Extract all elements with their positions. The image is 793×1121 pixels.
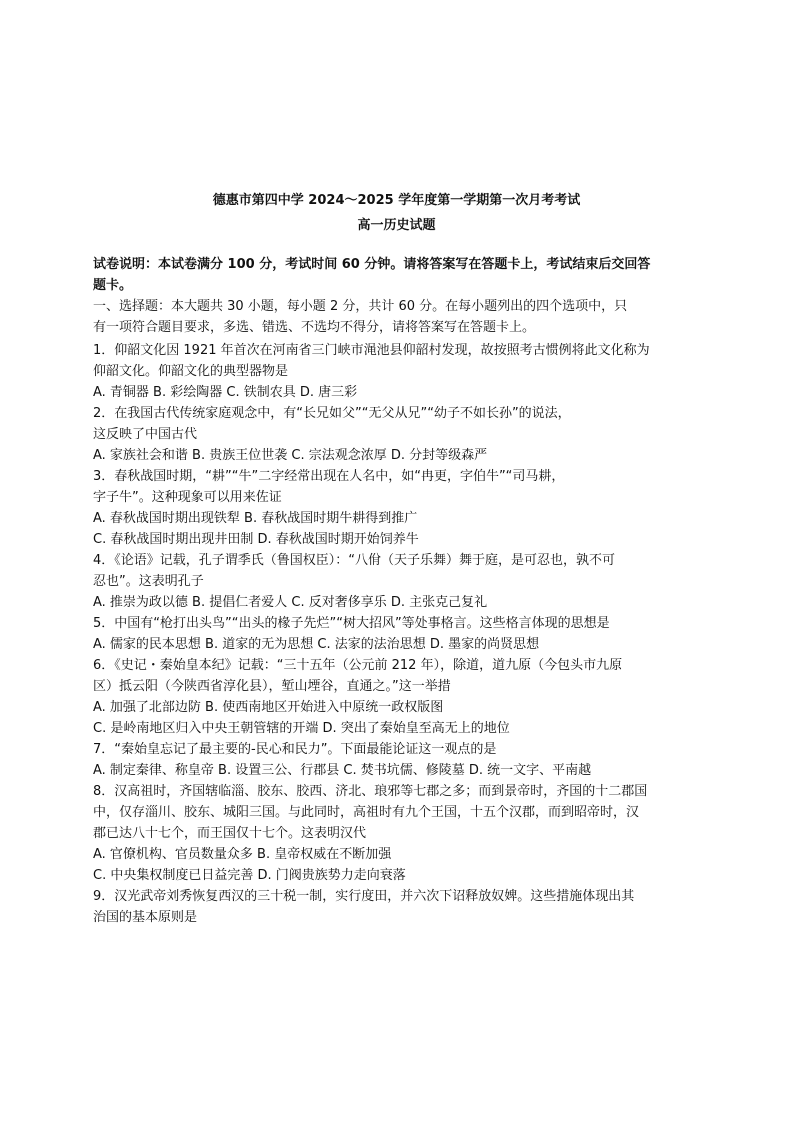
question-stem: 1．仰韶文化因 1921 年首次在河南省三门峡市渑池县仰韶村发现，故按照考古惯例将此文化称为 bbox=[93, 343, 650, 358]
question-stem: 7．“秦始皇忘记了最主要的-民心和民力”。下面最能论证这一观点的是 bbox=[93, 742, 497, 757]
section-line: 有一项符合题目要求，多选、错选、不选均不得分，请将答案写在答题卡上。 bbox=[93, 320, 536, 335]
question-stem: 8．汉高祖时，齐国辖临淄、胶东、胶西、济北、琅邪等七郡之多；而到景帝时，齐国的十二郡国 bbox=[93, 784, 648, 799]
question-stem: 这反映了中国古代 bbox=[93, 427, 198, 442]
instructions-line: 试卷说明：本试卷满分 100 分，考试时间 60 分钟。请将答案写在答题卡上，考试结束后交回答 bbox=[93, 257, 651, 272]
question-5 bbox=[93, 613, 713, 655]
question-stem: 9．汉光武帝刘秀恢复西汉的三十税一制，实行度田，并六次下诏释放奴婢。这些措施体现出其 bbox=[93, 889, 635, 904]
question-2 bbox=[93, 403, 713, 466]
question-stem: 2．在我国古代传统家庭观念中，有“长兄如父”“无父从兄”“幼子不如长孙”的说法， bbox=[93, 406, 571, 421]
question-options: A. 春秋战国时期出现铁犁 B. 春秋战国时期牛耕得到推广 bbox=[93, 511, 418, 526]
question-stem: 中，仅存淄川、胶东、城阳三国。与此同时，高祖时有九个王国，十五个汉郡，而到昭帝时，汉 bbox=[93, 805, 640, 820]
question-stem: 3．春秋战国时期，“耕”“牛”二字经常出现在人名中，如“冉更，字伯牛”“司马耕， bbox=[93, 469, 565, 484]
question-7 bbox=[93, 739, 713, 781]
question-8 bbox=[93, 781, 713, 886]
question-options: A. 青铜器 B. 彩绘陶器 C. 铁制农具 D. 唐三彩 bbox=[93, 385, 358, 400]
question-options: A. 儒家的民本思想 B. 道家的无为思想 C. 法家的法治思想 D. 墨家的尚贤思想 bbox=[93, 637, 540, 652]
question-options: C. 春秋战国时期出现井田制 D. 春秋战国时期开始饲养牛 bbox=[93, 532, 419, 547]
question-6 bbox=[93, 655, 713, 739]
question-options: A. 制定秦律、称皇帝 B. 设置三公、行郡县 C. 焚书坑儒、修陵墓 D. 统一文字、平南越 bbox=[93, 763, 592, 778]
question-options: C. 中央集权制度已日益完善 D. 门阀贵族势力走向衰落 bbox=[93, 868, 406, 883]
question-options: A. 家族社会和谐 B. 贵族王位世袭 C. 宗法观念浓厚 D. 分封等级森严 bbox=[93, 448, 488, 463]
question-options: C. 是岭南地区归入中央王朝管辖的开端 D. 突出了秦始皇至高无上的地位 bbox=[93, 721, 510, 736]
question-stem: 区）抵云阳（今陕西省淳化县），堑山堙谷，直通之。”这一举措 bbox=[93, 679, 451, 694]
section-line: 一、选择题：本大题共 30 小题，每小题 2 分，共计 60 分。在每小题列出的四个选项中，只 bbox=[93, 299, 628, 314]
question-3 bbox=[93, 466, 713, 550]
section-header bbox=[93, 296, 713, 338]
question-stem: 郡已达八十七个，而王国仅十七个。这表明汉代 bbox=[93, 826, 367, 841]
question-stem: 4．《论语》记载，孔子谓季氏（鲁国权臣）：“八佾（天子乐舞）舞于庭，是可忍也，孰不可 bbox=[93, 553, 616, 568]
question-1 bbox=[93, 340, 713, 403]
question-stem: 仰韶文化。仰韶文化的典型器物是 bbox=[93, 364, 289, 379]
question-stem: 字子牛”。这种现象可以用来佐证 bbox=[93, 490, 282, 505]
question-stem: 5．中国有“枪打出头鸟”“出头的椽子先烂”“树大招风”等处事格言。这些格言体现的思想是 bbox=[93, 616, 610, 631]
exam-title: 德惠市第四中学 2024～2025 学年度第一学期第一次月考考试 bbox=[212, 193, 581, 208]
question-4 bbox=[93, 550, 713, 613]
question-9 bbox=[93, 886, 713, 928]
question-options: A. 加强了北部边防 B. 使西南地区开始进入中原统一政权版图 bbox=[93, 700, 444, 715]
exam-subtitle: 高一历史试题 bbox=[357, 218, 436, 233]
instructions bbox=[93, 254, 713, 296]
instructions-line: 题卡。 bbox=[93, 278, 133, 293]
question-stem: 忍也”。这表明孔子 bbox=[93, 574, 204, 589]
question-options: A. 推崇为政以德 B. 提倡仁者爱人 C. 反对奢侈享乐 D. 主张克己复礼 bbox=[93, 595, 488, 610]
question-stem: 6．《史记・秦始皇本纪》记载：“三十五年（公元前 212 年），除道，道九原（今包头市九原 bbox=[93, 658, 623, 673]
question-stem: 治国的基本原则是 bbox=[93, 910, 198, 925]
question-options: A. 官僚机构、官员数量众多 B. 皇帝权威在不断加强 bbox=[93, 847, 392, 862]
